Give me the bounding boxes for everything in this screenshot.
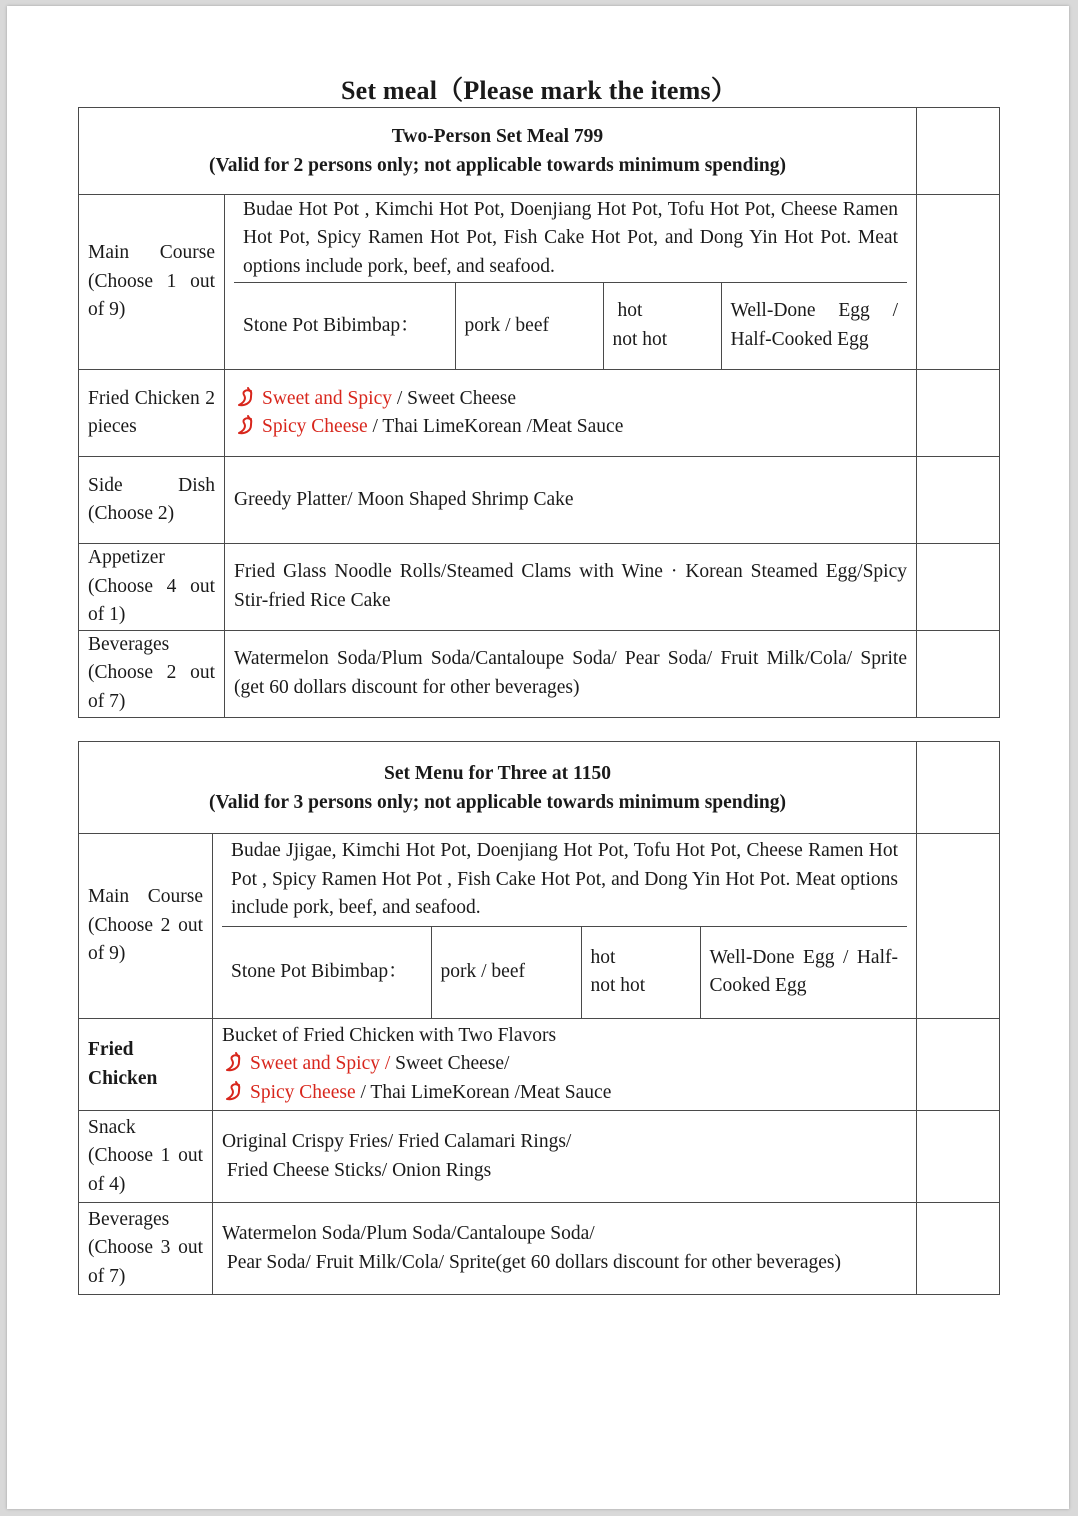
main-course-options [213,834,917,1019]
mark-cell[interactable] [917,742,1000,834]
mark-cell[interactable] [917,544,1000,631]
appetizer-options[interactable]: Fried Glass Noodle Rolls/Steamed Clams with Wine · Korean Steamed Egg/Spicy Stir-fried Rice Cake [225,544,917,631]
spice-option[interactable] [603,282,721,369]
not-hot-option[interactable]: not hot [590,975,646,997]
flavor-line [222,1050,907,1079]
flavor-text[interactable]: / Sweet Cheese [391,387,516,409]
mark-cell[interactable] [917,108,1000,195]
chili-pepper-icon [224,1051,244,1073]
snack-line[interactable]: Fried Cheese Sticks/ Onion Rings [222,1159,492,1181]
row-label-fried-chicken: Fried Chicken [79,1019,213,1111]
fried-chicken-options [225,370,917,457]
hot-pot-options: Budae Jjigae, Kimchi Hot Pot, Doenjiang Hot Pot, Tofu Hot Pot, Cheese Ramen Hot Pot , Spicy Ramen Hot Pot , Fish Cake Hot Pot, and Dong Yin Hot Pot. Meat options include pork, beef, and seafood. [222,834,907,926]
flavor-text[interactable]: / Thai LimeKorean /Meat Sauce [355,1081,612,1103]
hot-option[interactable]: hot [590,946,616,968]
side-dish-options[interactable]: Greedy Platter/ Moon Shaped Shrimp Cake [225,457,917,544]
beverage-options[interactable] [213,1203,917,1295]
mark-cell[interactable] [917,630,1000,717]
beverage-line[interactable]: Watermelon Soda/Plum Soda/Cantaloupe Soda/ [222,1223,595,1244]
beverage-options[interactable]: Watermelon Soda/Plum Soda/Cantaloupe Soda/ Pear Soda/ Fruit Milk/Cola/ Sprite (get 60 dollars discount for other beverages) [225,630,917,717]
set-header [79,742,917,834]
fried-chicken-intro: Bucket of Fried Chicken with Two Flavors [222,1024,557,1046]
mark-cell[interactable] [917,457,1000,544]
bibimbap-label: Stone Pot Bibimbap： [231,961,408,982]
three-person-set-table [78,741,1000,1295]
chili-pepper-icon [236,386,256,408]
flavor-text[interactable]: / Thai LimeKorean /Meat Sauce [367,416,624,437]
bibimbap-label: Stone Pot Bibimbap： [243,314,420,336]
flavor-line [222,1079,907,1108]
hot-pot-options: Budae Hot Pot , Kimchi Hot Pot, Doenjiang Hot Pot, Tofu Hot Pot, Cheese Ramen Hot Pot, Spicy Ramen Hot Pot, Fish Cake Hot Pot, and Dong Yin Hot Pot. Meat options include pork, beef, and seafood. [234,195,907,282]
flavor-line [234,413,907,442]
not-hot-option[interactable]: not hot [612,328,668,350]
egg-option[interactable]: Well-Done Egg / Half-Cooked Egg [721,282,907,369]
snack-options[interactable] [213,1111,917,1203]
spicy-flavor[interactable]: Sweet and Spicy / [250,1053,396,1075]
row-label-snack: Snack (Choose 1 out of 4) [79,1111,213,1203]
set-subheading: (Valid for 3 persons only; not applicable towards minimum spending) [209,791,786,813]
mark-cell[interactable] [917,1203,1000,1295]
page-title: Set meal（Please mark the items） [340,76,738,105]
row-label-fried-chicken: Fried Chicken 2 pieces [79,370,225,457]
meat-option[interactable]: pork / beef [455,282,603,369]
chili-pepper-icon [236,414,256,436]
chili-pepper-icon [224,1080,244,1102]
mark-cell[interactable] [917,195,1000,370]
row-label-main-course: Main Course (Choose 2 out of 9) [79,834,213,1019]
main-course-options [225,195,917,370]
egg-option[interactable]: Well-Done Egg / Half-Cooked Egg [700,926,907,1018]
fried-chicken-options [213,1019,917,1111]
mark-cell[interactable] [917,1111,1000,1203]
mark-cell[interactable] [917,370,1000,457]
set-header [79,108,917,195]
spice-option[interactable] [581,926,700,1018]
mark-cell[interactable] [917,1019,1000,1111]
set-subheading: (Valid for 2 persons only; not applicable towards minimum spending) [209,155,786,176]
spicy-flavor[interactable]: Spicy Cheese [250,1081,356,1103]
meat-option[interactable]: pork / beef [431,926,581,1018]
row-label-side-dish: Side Dish (Choose 2) [79,457,225,544]
beverage-line[interactable]: Pear Soda/ Fruit Milk/Cola/ Sprite(get 60 dollars discount for other beverages) [222,1251,842,1273]
mark-cell[interactable] [917,834,1000,1019]
row-label-appetizer: Appetizer (Choose 4 out of 1) [79,544,225,631]
set-heading: Two-Person Set Meal 799 [391,126,604,147]
snack-line[interactable]: Original Crispy Fries/ Fried Calamari Rings/ [222,1131,572,1152]
row-label-beverages: Beverages (Choose 3 out of 7) [79,1203,213,1295]
two-person-set-table [78,107,1000,718]
row-label-beverages: Beverages (Choose 2 out of 7) [79,630,225,717]
spicy-flavor[interactable]: Sweet and Spicy [262,387,392,409]
spicy-flavor[interactable]: Spicy Cheese [262,416,368,437]
hot-option[interactable]: hot [617,300,643,322]
flavor-line [234,385,907,414]
flavor-text[interactable]: Sweet Cheese/ [395,1053,510,1075]
row-label-main-course: Main Course (Choose 1 out of 9) [79,195,225,370]
set-heading: Set Menu for Three at 1150 [384,762,611,784]
